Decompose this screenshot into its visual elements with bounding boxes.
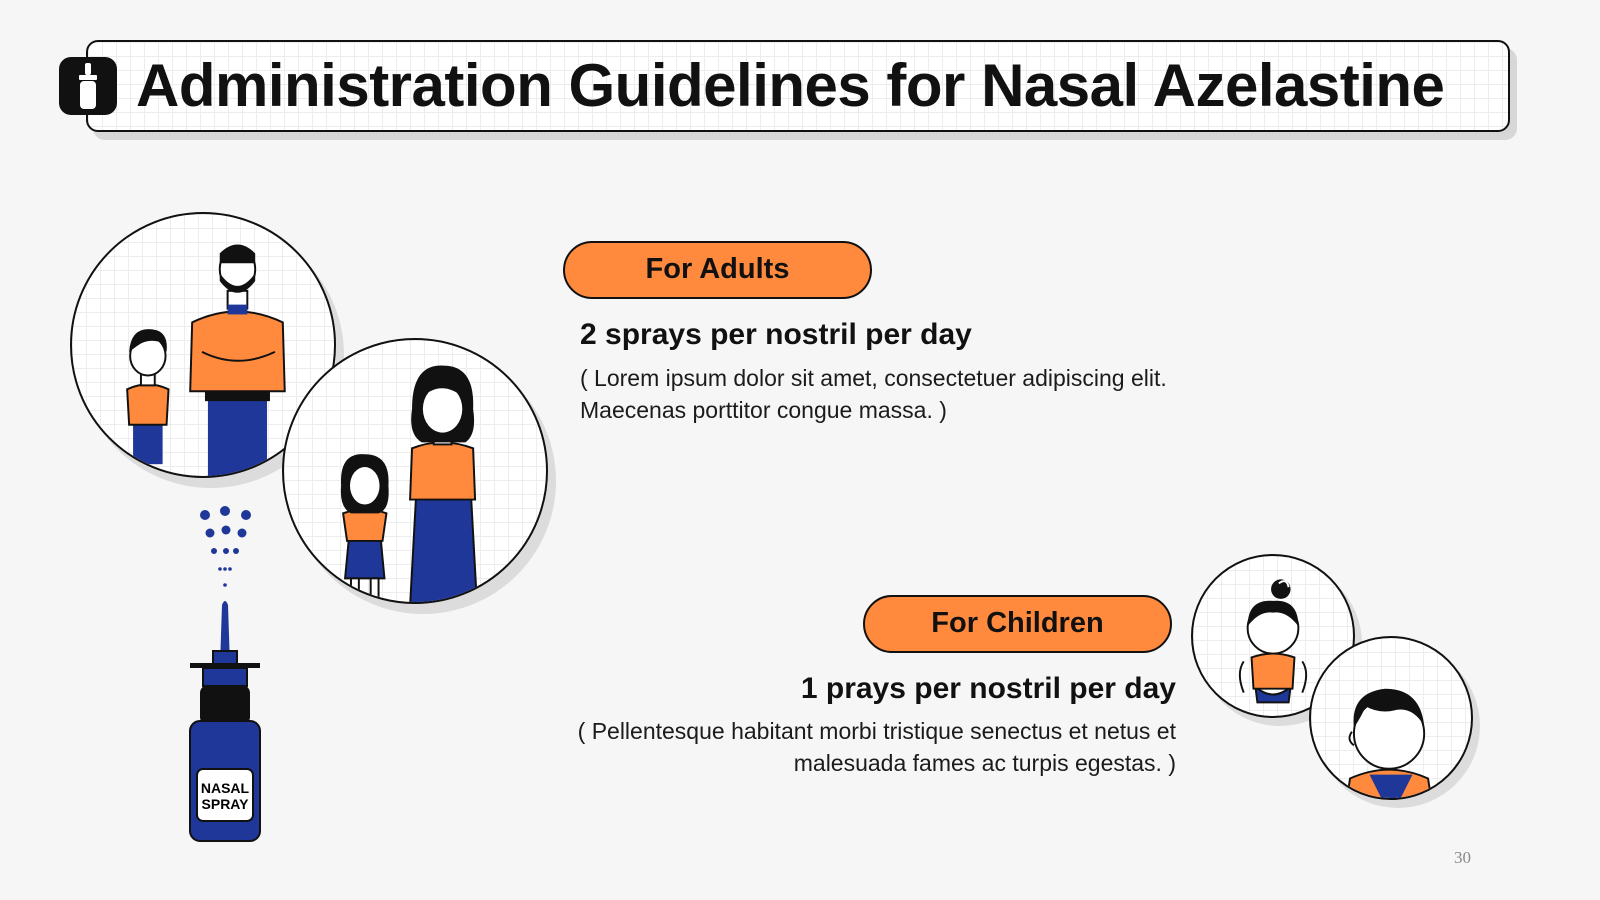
adults-description: ( Lorem ipsum dolor sit amet, consectetuer adipiscing elit. Maecenas porttitor congue massa. ) — [580, 365, 1167, 423]
spray-label-line2: SPRAY — [201, 796, 249, 812]
for-children-pill: For Children — [863, 595, 1172, 653]
boy-illustration — [1309, 636, 1473, 800]
mother-daughter-illustration — [282, 338, 548, 604]
spray-label-line1: NASAL — [200, 780, 250, 796]
nasal-spray-bottle-icon — [59, 57, 117, 115]
adults-dose: 2 sprays per nostril per day — [580, 318, 972, 351]
page-title: Administration Guidelines for Nasal Azelastine — [136, 52, 1445, 119]
page-number: 30 — [1454, 848, 1471, 867]
nasal-spray-illustration — [180, 505, 280, 865]
children-description: ( Pellentesque habitant morbi tristique senectus et netus et malesuada fames ac turpis egestas. ) — [577, 718, 1176, 776]
for-adults-pill: For Adults — [563, 241, 872, 299]
children-dose: 1 prays per nostril per day — [800, 672, 1176, 705]
